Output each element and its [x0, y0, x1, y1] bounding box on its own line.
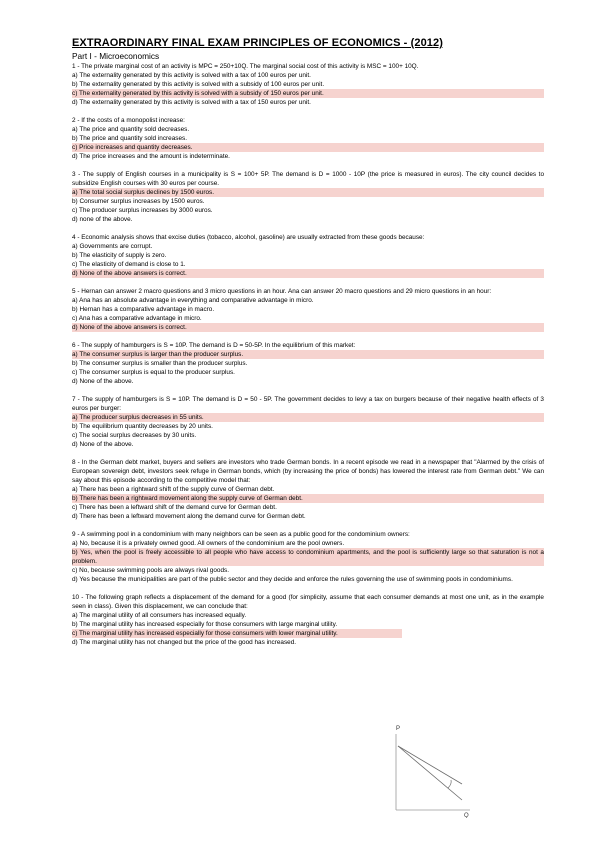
option-d: d) None of the above. — [72, 378, 134, 385]
option-d: d) The externality generated by this activity is solved with a tax of 150 euros per unit. — [72, 99, 311, 106]
option-b: b) Hernan has a comparative advantage in macro. — [72, 306, 215, 313]
option-b: b) The externality generated by this activity is solved with a subsidy of 100 euros per unit. — [72, 81, 325, 88]
option-d: d) The price increases and the amount is indeterminate. — [72, 153, 230, 160]
question-stem: 4 - Economic analysis shows that excise duties (tobacco, alcohol, gasoline) are usually extracted from these goods because: — [72, 234, 425, 241]
question-stem: 5 - Hernan can answer 2 macro questions and 3 micro questions in an hour. Ana can answer 20 macro questions and 29 micro questions in an hour: — [72, 288, 492, 295]
option-a: a) There has been a rightward shift of the supply curve of German debt. — [72, 486, 275, 493]
option-c: c) The social surplus decreases by 30 units. — [72, 432, 197, 439]
question-stem: 7 - The supply of hamburgers is S = 10P. The demand is D = 50 - 5P. The government decides to levy a tax on burgers because of their negative health effects of 3 euros per burger: — [72, 396, 544, 412]
question-2 — [72, 116, 544, 161]
option-a: a) The total social surplus declines by 1500 euros. — [72, 188, 544, 197]
option-b: b) The equilibrium quantity decreases by 20 units. — [72, 423, 213, 430]
option-b: b) Consumer surplus increases by 1500 euros. — [72, 198, 205, 205]
question-stem: 3 - The supply of English courses in a municipality is S = 100+ 5P. The demand is D = 1000 - 10P (the price is measured in euros). The city council decides to subsidize English courses with 30 euros per course. — [72, 171, 544, 187]
option-b: b) Yes, when the pool is freely accessible to all people who have access to condominium apartments, and the pool is sufficiently large so that saturation is not a problem. — [72, 549, 544, 565]
option-c: c) No, because swimming pools are always rival goods. — [72, 567, 229, 574]
option-a: a) No, because it is a privately owned good. All owners of the condominium are the pool owners. — [72, 540, 345, 547]
question-stem: 6 - The supply of hamburgers is S = 10P. The demand is D = 50-5P. In the equilibrium of this market: — [72, 342, 356, 349]
question-stem: 2 - If the costs of a monopolist increase: — [72, 117, 185, 124]
option-c: c) The elasticity of demand is close to 1. — [72, 261, 186, 268]
option-d: d) Yes because the municipalities are part of the public sector and they decide and enforce the rules governing the use of swimming pools in condominiums. — [72, 576, 513, 583]
question-9 — [72, 530, 544, 584]
option-b: b) The consumer surplus is smaller than the producer surplus. — [72, 360, 248, 367]
exam-title: EXTRAORDINARY FINAL EXAM PRINCIPLES OF ECONOMICS - (2012) — [72, 37, 443, 49]
question-4 — [72, 233, 544, 278]
option-a: a) The price and quantity sold decreases. — [72, 126, 190, 133]
question-5 — [72, 287, 544, 332]
demand-shift-graph — [392, 720, 474, 818]
option-b: b) The elasticity of supply is zero. — [72, 252, 167, 259]
option-a: a) The marginal utility of all consumers has increased equally. — [72, 612, 247, 619]
option-d: d) None of the above answers is correct. — [72, 323, 544, 332]
question-stem: 9 - A swimming pool in a condominium with many neighbors can be seen as a public good for the condominium owners: — [72, 531, 410, 538]
question-6 — [72, 341, 544, 386]
option-c: c) Price increases and quantity decreases. — [72, 143, 544, 152]
graph-x-axis-label: Q — [464, 813, 469, 818]
option-c: c) Ana has a comparative advantage in micro. — [72, 315, 202, 322]
option-c: c) The externality generated by this activity is solved with a subsidy of 150 euros per unit. — [72, 89, 544, 98]
demand-curve-shifted — [398, 746, 462, 784]
question-3 — [72, 170, 544, 224]
option-d: d) There has been a leftward movement along the demand curve for German debt. — [72, 513, 306, 520]
option-c: c) The consumer surplus is equal to the producer surplus. — [72, 369, 235, 376]
option-d: d) None of the above. — [72, 441, 134, 448]
question-1 — [72, 62, 544, 107]
question-10 — [72, 593, 544, 647]
exam-page — [72, 37, 544, 656]
graph-y-axis-label: P — [396, 726, 401, 732]
part-heading: Part I - Microeconomics — [72, 51, 160, 61]
option-d: d) None of the above answers is correct. — [72, 269, 544, 278]
question-7 — [72, 395, 544, 449]
option-a: a) The producer surplus decreases in 55 units. — [72, 413, 544, 422]
option-d: d) none of the above. — [72, 216, 133, 223]
option-c: c) There has been a leftward shift of the demand curve for German debt. — [72, 504, 277, 511]
option-a: a) Governments are corrupt. — [72, 243, 153, 250]
option-a: a) Ana has an absolute advantage in everything and comparative advantage in micro. — [72, 297, 314, 304]
option-c: c) The marginal utility has increased especially for those consumers with lower marginal utility. — [72, 629, 402, 638]
question-8 — [72, 458, 544, 521]
question-stem: 1 - The private marginal cost of an activity is MPC = 250+10Q. The marginal social cost of this activity is MSC = 100+ 10Q. — [72, 63, 419, 70]
option-b: b) The price and quantity sold increases. — [72, 135, 187, 142]
question-stem: 10 - The following graph reflects a displacement of the demand for a good (for simplicity, assume that each consumer demands at most one unit, as in the example seen in class). Given this displacement, we can conclude that: — [72, 594, 544, 610]
option-b: b) There has been a rightward movement along the supply curve of German debt. — [72, 494, 544, 503]
shift-arc — [448, 780, 451, 788]
option-a: a) The consumer surplus is larger than the producer surplus. — [72, 350, 544, 359]
option-c: c) The producer surplus increases by 3000 euros. — [72, 207, 213, 214]
option-a: a) The externality generated by this activity is solved with a tax of 100 euros per unit. — [72, 72, 311, 79]
demand-curve-initial — [398, 746, 462, 800]
option-b: b) The marginal utility has increased especially for those consumers with large marginal utility. — [72, 621, 338, 628]
option-d: d) The marginal utility has not changed but the price of the good has increased. — [72, 639, 297, 646]
question-stem: 8 - In the German debt market, buyers and sellers are investors who trade German bonds. In a recent episode we read in a newspaper that "Alarmed by the crisis of European sovereign debt, investors seek refuge in German bonds, which (by increasing the price of bonds) has lowered the interest rate from German debt." We can say about this episode according to the competitive model that: — [72, 459, 544, 484]
